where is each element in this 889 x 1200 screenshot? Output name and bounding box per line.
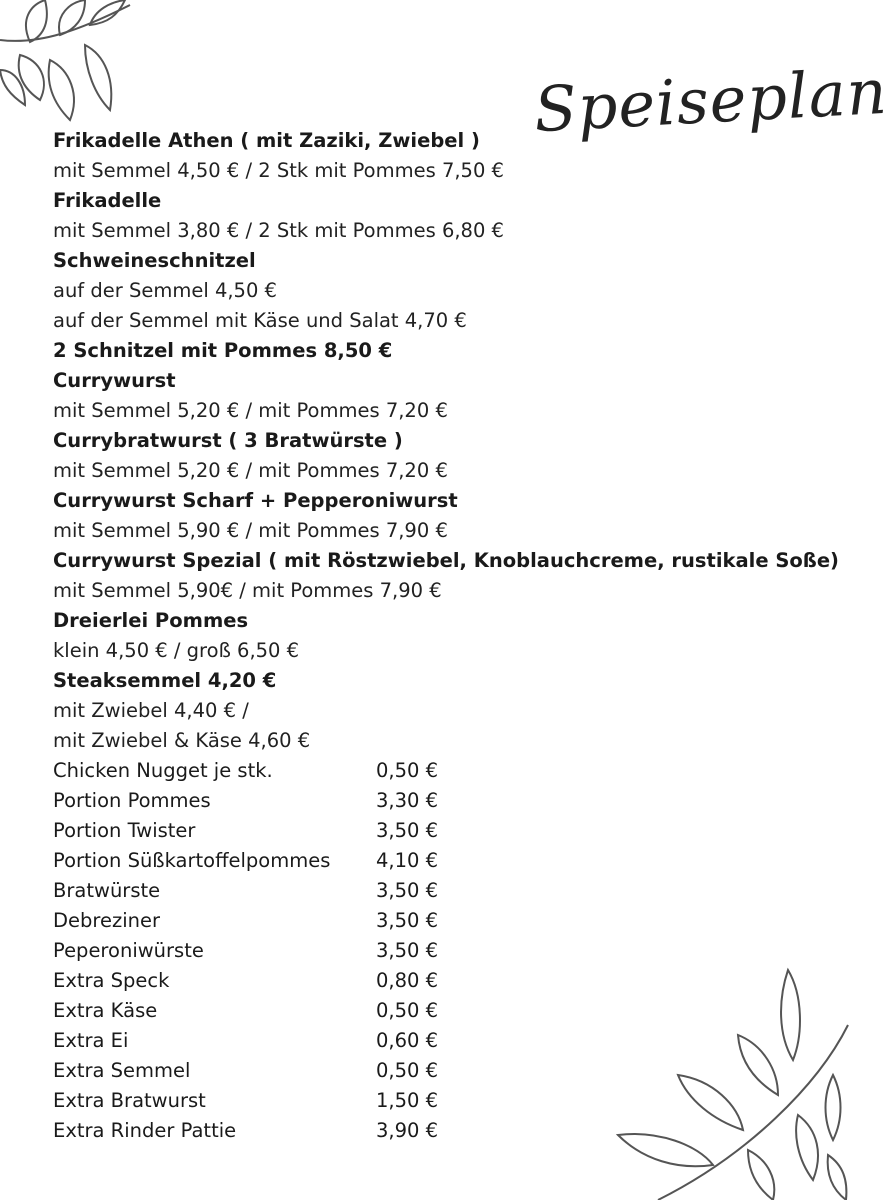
menu-item-title: Currywurst xyxy=(53,369,176,392)
menu-item-title: Dreierlei Pommes xyxy=(53,609,249,632)
price-row xyxy=(53,966,833,996)
item-price: 0,50 € xyxy=(376,1059,439,1082)
price-row xyxy=(53,906,833,936)
menu-item-price-line: mit Zwiebel & Käse 4,60 € xyxy=(53,729,311,752)
item-name: Chicken Nugget je stk. xyxy=(53,759,273,782)
menu-item-price-line: mit Zwiebel 4,40 € / xyxy=(53,699,249,722)
price-row xyxy=(53,1026,833,1056)
item-name: Portion Süßkartoffelpommes xyxy=(53,849,331,872)
item-price: 1,50 € xyxy=(376,1089,439,1112)
menu-item-title: 2 Schnitzel mit Pommes 8,50 € xyxy=(53,339,393,362)
item-name: Extra Käse xyxy=(53,999,158,1022)
item-price: 3,30 € xyxy=(376,789,439,812)
price-row xyxy=(53,756,833,786)
item-price: 0,80 € xyxy=(376,969,439,992)
price-row xyxy=(53,876,833,906)
item-name: Bratwürste xyxy=(53,879,161,902)
item-price: 3,90 € xyxy=(376,1119,439,1142)
menu-item-price-line: mit Semmel 5,20 € / mit Pommes 7,20 € xyxy=(53,459,448,482)
item-name: Portion Twister xyxy=(53,819,196,842)
menu-item-title: Steaksemmel 4,20 € xyxy=(53,669,277,692)
menu-item-price-line: klein 4,50 € / groß 6,50 € xyxy=(53,639,300,662)
price-row xyxy=(53,936,833,966)
item-price: 3,50 € xyxy=(376,819,439,842)
price-row xyxy=(53,1086,833,1116)
price-row xyxy=(53,846,833,876)
menu-item-price-line: mit Semmel 5,20 € / mit Pommes 7,20 € xyxy=(53,399,448,422)
menu-item-price-line: mit Semmel 3,80 € / 2 Stk mit Pommes 6,80 € xyxy=(53,219,504,242)
item-price: 3,50 € xyxy=(376,939,439,962)
menu-item-title: Frikadelle Athen ( mit Zaziki, Zwiebel ) xyxy=(53,129,480,152)
item-name: Portion Pommes xyxy=(53,789,211,812)
menu-item-title: Currybratwurst ( 3 Bratwürste ) xyxy=(53,429,403,452)
item-price: 3,50 € xyxy=(376,909,439,932)
price-list xyxy=(53,756,833,1146)
menu-item-title: Frikadelle xyxy=(53,189,162,212)
item-name: Extra Ei xyxy=(53,1029,129,1052)
item-price: 3,50 € xyxy=(376,879,439,902)
item-name: Peperoniwürste xyxy=(53,939,204,962)
menu-item-title: Currywurst Scharf + Pepperoniwurst xyxy=(53,489,458,512)
page-title: Speiseplan xyxy=(532,54,889,147)
item-name: Extra Bratwurst xyxy=(53,1089,206,1112)
menu-item-price-line: auf der Semmel mit Käse und Salat 4,70 € xyxy=(53,309,467,332)
menu-item-price-line: mit Semmel 4,50 € / 2 Stk mit Pommes 7,50 € xyxy=(53,159,504,182)
menu-item-title: Schweineschnitzel xyxy=(53,249,256,272)
menu-item-title: Currywurst Spezial ( mit Röstzwiebel, Knoblauchcreme, rustikale Soße) xyxy=(53,549,839,572)
item-name: Extra Rinder Pattie xyxy=(53,1119,237,1142)
menu-item-price-line: mit Semmel 5,90€ / mit Pommes 7,90 € xyxy=(53,579,442,602)
menu-item-price-line: mit Semmel 5,90 € / mit Pommes 7,90 € xyxy=(53,519,448,542)
price-row xyxy=(53,1116,833,1146)
price-row xyxy=(53,786,833,816)
item-name: Debreziner xyxy=(53,909,161,932)
item-price: 0,60 € xyxy=(376,1029,439,1052)
item-price: 0,50 € xyxy=(376,759,439,782)
price-row xyxy=(53,816,833,846)
item-price: 0,50 € xyxy=(376,999,439,1022)
price-row xyxy=(53,996,833,1026)
item-name: Extra Speck xyxy=(53,969,170,992)
leaf-branch-icon xyxy=(0,0,140,140)
item-name: Extra Semmel xyxy=(53,1059,191,1082)
price-row xyxy=(53,1056,833,1086)
menu-list xyxy=(53,126,839,1146)
item-price: 4,10 € xyxy=(376,849,439,872)
menu-item-price-line: auf der Semmel 4,50 € xyxy=(53,279,277,302)
